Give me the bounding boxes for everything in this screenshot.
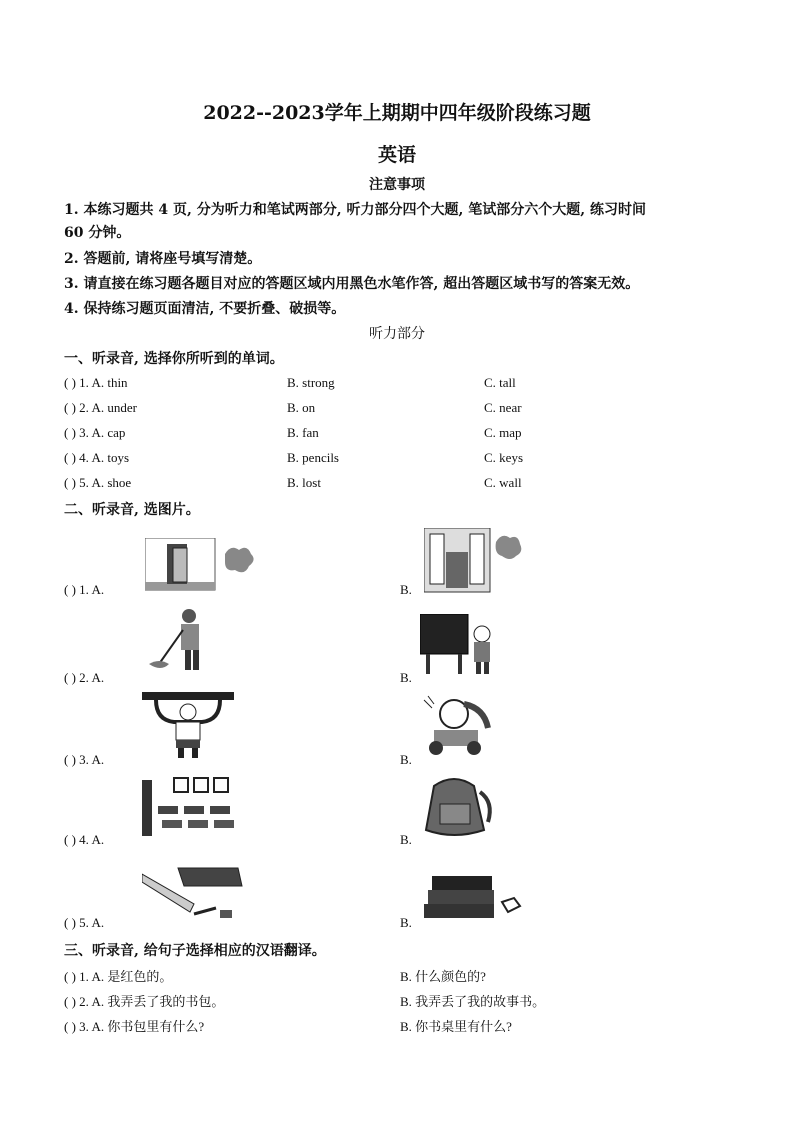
s2-q2-b: B. xyxy=(400,670,412,685)
schoolbag-picture xyxy=(420,776,500,840)
s1-q5-a: ( ) 5. A. shoe xyxy=(64,475,132,490)
blackboard-picture xyxy=(420,614,500,680)
s1-q3-c: C. map xyxy=(484,425,522,440)
s1-q2-c: C. near xyxy=(484,400,522,415)
note-1-cont: 60 分钟。 xyxy=(64,225,131,241)
s2-q5-b: B. xyxy=(400,915,412,930)
toys-picture xyxy=(420,694,500,760)
window-picture xyxy=(424,528,524,594)
listening-heading: 听力部分 xyxy=(369,326,425,342)
s1-q1-b: B. strong xyxy=(287,375,335,390)
s2-q4-b: B. xyxy=(400,832,412,847)
s1-q5-c: C. wall xyxy=(484,475,522,490)
s2-q1-b: B. xyxy=(400,582,412,597)
s1-q5-b: B. lost xyxy=(287,475,321,490)
section-1-title: 一、听录音, 选择你所听到的单词。 xyxy=(64,351,284,367)
section-3-title: 三、听录音, 给句子选择相应的汉语翻译。 xyxy=(64,943,326,959)
door-picture xyxy=(145,538,255,594)
s1-q3-b: B. fan xyxy=(287,425,319,440)
s2-q2-a: ( ) 2. A. xyxy=(64,670,105,685)
s3-q1-b: B. 什么颜色的? xyxy=(400,969,486,984)
classroom-picture xyxy=(142,776,237,838)
s2-q1-a: ( ) 1. A. xyxy=(64,582,105,597)
s1-q2-b: B. on xyxy=(287,400,316,415)
s2-q4-a: ( ) 4. A. xyxy=(64,832,105,847)
subject-title: 英语 xyxy=(377,144,416,166)
notice-heading: 注意事项 xyxy=(369,177,425,193)
page-title: 2022--2023学年上期期中四年级阶段练习题 xyxy=(203,102,591,124)
section-2-title: 二、听录音, 选图片。 xyxy=(64,502,200,518)
s3-q2-a: ( ) 2. A. 我弄丢了我的书包。 xyxy=(64,994,225,1009)
s1-q2-a: ( ) 2. A. under xyxy=(64,400,137,415)
s3-q3-a: ( ) 3. A. 你书包里有什么? xyxy=(64,1019,205,1034)
s1-q4-a: ( ) 4. A. toys xyxy=(64,450,129,465)
s3-q1-a: ( ) 1. A. 是红色的。 xyxy=(64,969,173,984)
s1-q4-b: B. pencils xyxy=(287,450,339,465)
s1-q3-a: ( ) 3. A. cap xyxy=(64,425,126,440)
s2-q3-b: B. xyxy=(400,752,412,767)
s1-q1-a: ( ) 1. A. thin xyxy=(64,375,128,390)
note-1: 1. 本练习题共 4 页, 分为听力和笔试两部分, 听力部分四个大题, 笔试部分六个大题, 练习时间 xyxy=(64,202,646,218)
ruler-book-picture xyxy=(142,864,247,922)
s3-q2-b: B. 我弄丢了我的故事书。 xyxy=(400,994,546,1009)
strong-man-picture xyxy=(142,690,237,758)
note-4: 4. 保持练习题页面清洁, 不要折叠、破损等。 xyxy=(64,301,346,317)
s2-q5-a: ( ) 5. A. xyxy=(64,915,105,930)
note-2: 2. 答题前, 请将座号填写清楚。 xyxy=(64,251,262,267)
s1-q1-c: C. tall xyxy=(484,375,516,390)
s2-q3-a: ( ) 3. A. xyxy=(64,752,105,767)
books-eraser-picture xyxy=(418,864,528,924)
note-3: 3. 请直接在练习题各题目对应的答题区域内用黑色水笔作答, 超出答题区域书写的答案无效。 xyxy=(64,276,640,292)
s1-q4-c: C. keys xyxy=(484,450,523,465)
s3-q3-b: B. 你书桌里有什么? xyxy=(400,1019,512,1034)
sweeping-picture xyxy=(145,606,215,676)
